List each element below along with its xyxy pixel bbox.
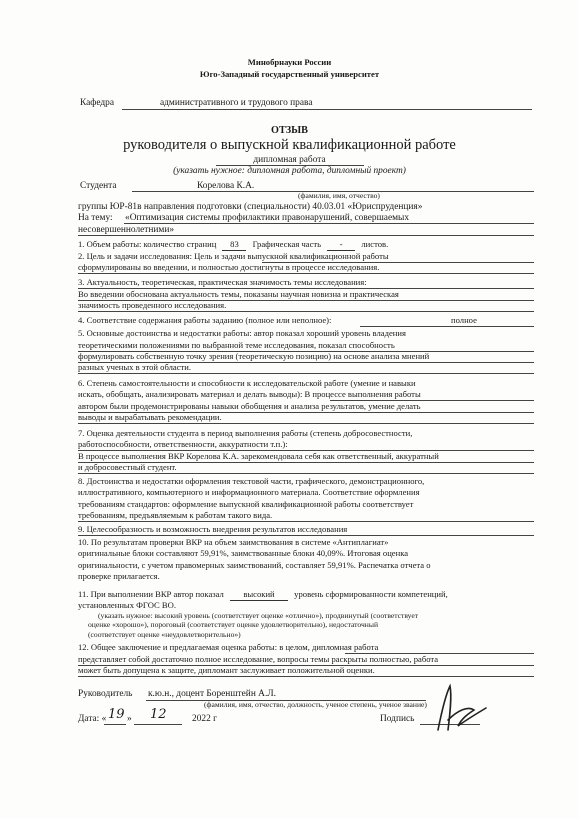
student-name: Корелова К.А. (197, 181, 255, 191)
department-underline (122, 109, 532, 110)
topic-underline-2 (78, 235, 534, 236)
item-11-note-2: оценке «хорошо»), пороговый (соответствует оценке удовлетворительно), недостаточный (88, 620, 379, 629)
item-1 (78, 239, 388, 251)
item-9-line-1: 9. Целесообразность и возможность внедрения результатов исследования (78, 524, 348, 534)
item-7-underline-1 (78, 450, 534, 451)
item-6-underline-2 (78, 412, 534, 413)
university-name: Юго-Западный государственный университет (199, 69, 380, 79)
item-11-text: 11. При выполнении ВКР автор показал (78, 589, 224, 599)
item-1-text: 1. Объем работы: количество страниц (78, 239, 217, 249)
date-label: Дата: « (78, 714, 107, 724)
item-7-line-1: 7. Оценка деятельности студента в период выполнения работы (степень добросовестности, (78, 428, 413, 438)
item-6-underline-1 (330, 400, 534, 401)
topic-line-2: несовершеннолетними» (78, 225, 175, 235)
signature-label: Подпись (380, 714, 415, 724)
item-11-after: уровень сформированности компетенций, (294, 589, 448, 599)
item-2-line-1: 2. Цель и задачи исследования: Цель и задачи выпускной квалификационной работы (78, 251, 389, 261)
item-10-line-2: оригинальные блоки составляют 59,91%, заимствованные блоки 40,09%. Итоговая оценка (78, 548, 409, 558)
item-5-underline-1 (78, 351, 534, 352)
item-1-graphic-value: - (327, 239, 355, 251)
date-close: » (127, 714, 132, 724)
supervisor-name: к.ю.н., доцент Боренштейн А.Л. (148, 689, 276, 699)
date-month: 12 (150, 707, 167, 722)
date-day-underline (104, 724, 126, 725)
item-12-underline-3 (78, 676, 534, 677)
student-hint: (фамилия, имя, отчество) (298, 191, 380, 200)
item-7-underline-3 (78, 473, 534, 474)
item-3-line-1: 3. Актуальность, теоретическая, практическая значимость темы исследования: (78, 277, 367, 287)
item-1-pages: 83 (222, 239, 246, 251)
item-8-underline (78, 521, 534, 522)
item-5-line-4: разных ученых в этой области. (78, 362, 192, 372)
item-5-underline-3 (78, 373, 534, 374)
item-3-line-3: значимость проведенного исследования. (78, 300, 227, 310)
item-11-line-2: установленных ФГОС ВО. (78, 600, 176, 610)
item-9-underline (78, 535, 534, 536)
item-6-line-2: искать, обобщать, анализировать материал и делать выводы): В процессе выполнения работы (78, 389, 421, 399)
item-12-underline-1 (345, 653, 534, 654)
department-label: Кафедра (80, 98, 115, 108)
item-2-underline-1 (262, 262, 534, 263)
item-10-line-1: 10. По результатам проверки ВКР на объем заимствования в системе «Антиплагиат» (78, 537, 389, 547)
item-8-line-2: иллюстративного, компьютерного и информационного материала. Соответствие оформления (78, 487, 420, 497)
date-year: 2022 г (192, 714, 217, 724)
student-label: Студента (80, 181, 117, 191)
group-line: группы ЮР-81в направления подготовки (специальности) 40.03.01 «Юриспруденция» (78, 202, 423, 212)
item-7-line-2: работоспособности, ответственности, аккуратности т.п.): (78, 439, 288, 449)
item-3-underline-3 (78, 311, 534, 312)
item-8-line-1: 8. Достоинства и недостатки оформления текстовой части, графического, демонстрационного, (78, 476, 425, 486)
item-7-line-4: и добросовестный студент. (78, 462, 177, 472)
item-11-level: высокий (230, 589, 288, 601)
item-6-line-4: выводы и вырабатывать рекомендации. (78, 412, 222, 422)
item-5-line-2: теоретическими положениями по выбранной теме исследования, показал способность (78, 340, 395, 350)
item-11-note-3: (соответствует оценке «неудовлетворительно») (88, 630, 241, 639)
date-month-underline (134, 724, 182, 725)
review-subtitle: руководителя о выпускной квалификационной работе (123, 137, 456, 153)
item-5-underline-2 (78, 362, 534, 363)
ministry-name: Минобрнауки России (247, 57, 332, 67)
handwritten-signature (428, 680, 492, 738)
item-10-line-4: проверке прилагается. (78, 571, 160, 581)
item-4-value: полное (451, 315, 477, 325)
item-8-line-4: требованиям, предъявляемым к работам такого вида. (78, 510, 273, 520)
work-type-hint: (указать нужное: дипломная работа, дипломный проект) (173, 166, 406, 176)
review-title: ОТЗЫВ (271, 125, 308, 136)
item-4-underline (360, 326, 534, 327)
item-2-line-2: сформулированы во введении, и полностью достигнуты в процессе исследования. (78, 262, 380, 272)
item-10-line-3: оригинальности, с учетом правомерных заимствований, составляет 59,91%. Распечатка отчета о (78, 560, 431, 570)
item-1-unit: листов. (361, 239, 389, 249)
topic-label: На тему: (78, 213, 113, 223)
item-12-line-1: 12. Общее заключение и предлагаемая оценка работы: в целом, дипломная работа (78, 642, 379, 652)
work-type: дипломная работа (253, 155, 326, 165)
item-4-text: 4. Соответствие содержания работы заданию (полное или неполное): (78, 315, 332, 325)
item-6-underline-3 (78, 423, 534, 424)
item-1-graphic-label: Графическая часть (252, 239, 322, 249)
item-12-line-3: может быть допущена к защите, дипломант заслуживает положительной оценки. (78, 665, 375, 675)
item-6-line-1: 6. Степень самостоятельности и способности к исследовательской работе (умение и навыки (78, 378, 416, 388)
supervisor-label: Руководитель (78, 689, 133, 699)
item-5-line-1: 5. Основные достоинства и недостатки работы: автор показал хороший уровень владения (78, 328, 406, 338)
item-3-underline-1 (78, 288, 534, 289)
item-12-underline-2 (78, 665, 534, 666)
topic-line-1: «Оптимизация системы профилактики правонарушений, совершаемых (125, 213, 410, 223)
item-8-line-3: требованиям стандартов: оформление выпускной квалификационной работы соответствует (78, 499, 414, 509)
item-7-underline-2 (78, 462, 534, 463)
item-7-line-3: В процессе выполнения ВКР Корелова К.А. зарекомендовала себя как ответственный, аккуратный (78, 451, 439, 461)
item-5-line-3: формулировать собственную точку зрения (теоретическую позицию) на основе анализа мнений (78, 351, 430, 361)
item-3-underline-2 (78, 300, 534, 301)
item-2-underline-2 (78, 273, 534, 274)
department-value: административного и трудового права (160, 98, 313, 108)
item-6-line-3: автором были продемонстрированы навыки обобщения и анализа результатов, умение делать (78, 401, 421, 411)
date-day: 19 (108, 707, 125, 722)
item-11-note-1: (указать нужное: высокий уровень (соответствует оценке «отлично»), продвинутый (соответствует (98, 611, 419, 620)
supervisor-hint: (фамилия, имя, отчество, должность, ученое степень, ученое звание) (204, 700, 427, 709)
item-3-line-2: Во введении обоснована актуальность темы, показаны научная новизна и практическая (78, 289, 399, 299)
topic-underline-1 (124, 223, 534, 224)
item-12-line-2: представляет собой достаточно полное исследование, вопросы темы раскрыты полностью, работа (78, 654, 439, 664)
